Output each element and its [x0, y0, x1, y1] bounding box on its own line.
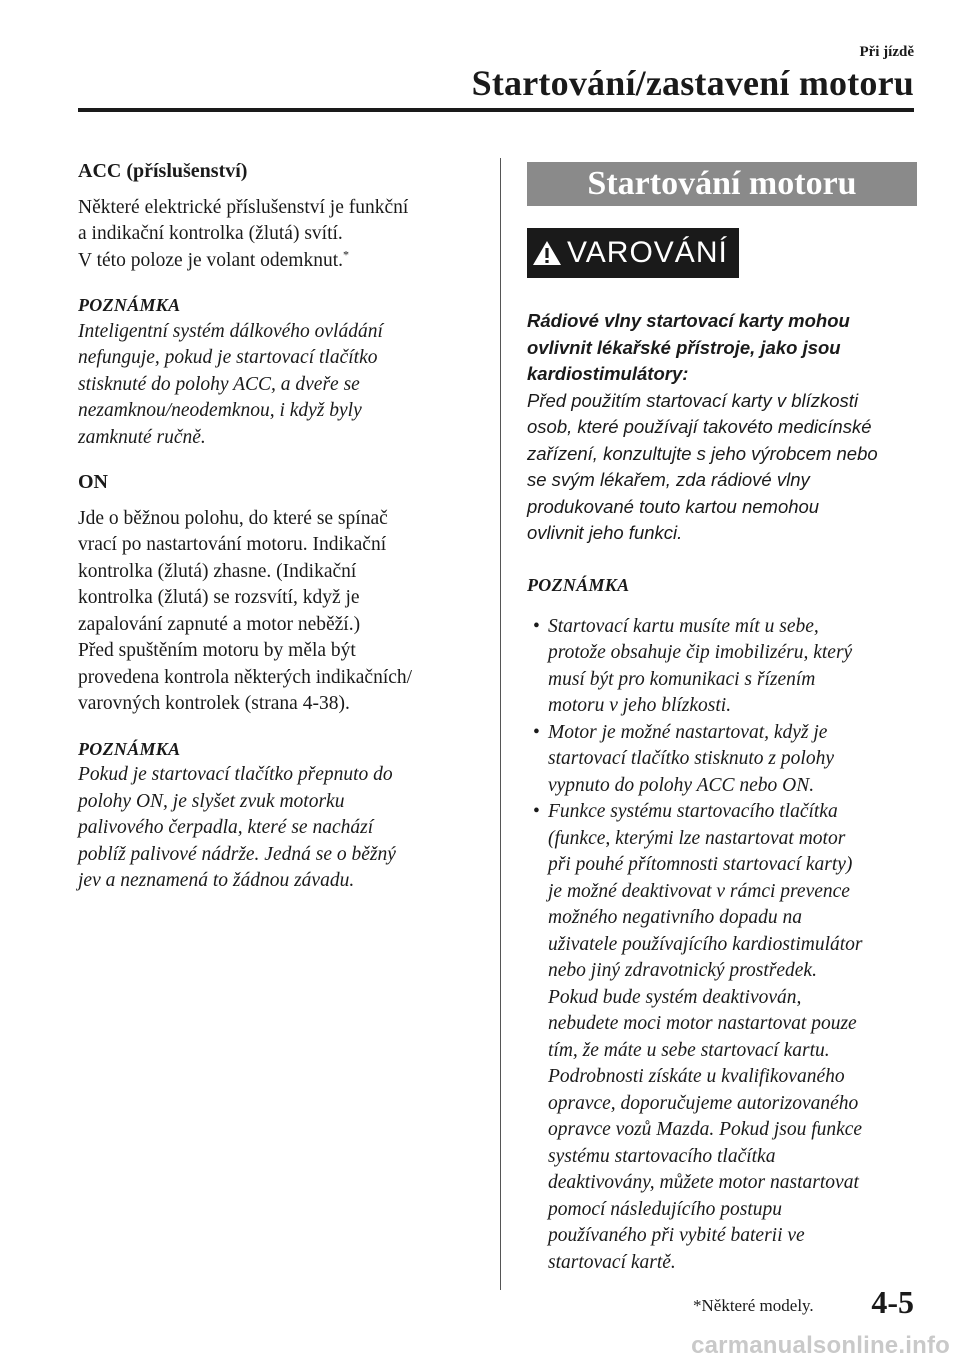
on-line: provedena kontrola některých indikačních/ — [78, 666, 413, 688]
warning-triangle-icon — [527, 228, 567, 278]
warning-box — [527, 228, 739, 278]
on-line: varovných kontrolek (strana 4-38). — [78, 693, 350, 714]
bullet-icon: • — [533, 615, 540, 637]
watermark: carmanualsonline.info — [691, 1332, 950, 1359]
note-line: nezamknou/neodemknou, i když byly — [78, 400, 362, 421]
warning-line: produkované touto kartou nemohou — [527, 495, 820, 517]
warning-line: Před použitím startovací karty v blízkosti — [527, 389, 859, 411]
note-line: Pokud je startovací tlačítko přepnuto do — [78, 764, 393, 785]
note-label: POZNÁMKA — [78, 295, 181, 315]
bullet-line: Podrobnosti získáte u kvalifikovaného — [548, 1066, 845, 1087]
bullet-line: při pouhé přítomnosti startovací karty) — [548, 854, 853, 875]
note-line: Inteligentní systém dálkového ovládání — [78, 320, 383, 342]
right-column — [527, 162, 917, 1276]
note-bullet-list — [527, 614, 917, 1277]
list-item — [527, 614, 917, 720]
bullet-line: je možné deaktivovat v rámci prevence — [548, 880, 850, 902]
bullet-line: musí být pro komunikaci s řízením — [548, 668, 816, 690]
bullet-line: startovací kartě. — [548, 1251, 676, 1273]
warning-line: osob, které používají takovéto medicínské — [527, 416, 872, 437]
list-item — [527, 720, 917, 800]
note-line: polohy ON, je slyšet zvuk motorku — [78, 790, 345, 812]
bullet-line: tím, že máte u sebe startovací kartu. — [548, 1039, 830, 1061]
bullet-line: vypnuto do polohy ACC nebo ON. — [548, 774, 815, 796]
note-line: jev a neznamená to žádnou závadu. — [78, 870, 355, 891]
on-line: kontrolka (žlutá) se rozsvítí, když je — [78, 587, 360, 608]
bullet-line: Pokud bude systém deaktivován, — [548, 986, 802, 1008]
on-line: zapalování zapnuté a motor neběží.) — [78, 613, 361, 635]
warning-line: zařízení, konzultujte s jeho výrobcem nebo — [527, 442, 878, 464]
bullet-line: systému startovacího tlačítka — [548, 1145, 776, 1167]
bullet-icon: • — [533, 801, 540, 822]
note-line: poblíž palivové nádrže. Jedná se o běžný — [78, 843, 396, 865]
acc-heading: ACC (příslušenství) — [78, 160, 248, 182]
on-line: kontrolka (žlutá) zhasne. (Indikační — [78, 560, 357, 582]
bullet-line: pomocí následujícího postupu — [548, 1198, 782, 1220]
warning-line: ovlivnit jeho funkci. — [527, 522, 683, 543]
note-line: zamknuté ručně. — [78, 426, 206, 448]
note-line: nefunguje, pokud je startovací tlačítko — [78, 347, 378, 368]
bullet-line: uživatele používajícího kardiostimulátor — [548, 933, 863, 955]
bullet-line: opravce vozů Mazda. Pokud jsou funkce — [548, 1119, 863, 1140]
left-column — [78, 158, 478, 895]
footnote: *Některé modely. — [693, 1296, 814, 1315]
header-rule — [78, 108, 914, 112]
bullet-line: protože obsahuje čip imobilizéru, který — [548, 642, 853, 663]
bullet-line: Motor je možné nastartovat, když je — [548, 721, 828, 743]
note-line: palivového čerpadla, které se nachází — [78, 817, 374, 838]
bullet-line: Funkce systému startovacího tlačítka — [548, 801, 838, 822]
page-number: 4-5 — [871, 1284, 914, 1320]
column-divider — [500, 158, 501, 1290]
on-line: vrací po nastartování motoru. Indikační — [78, 534, 387, 555]
header-section: Při jízdě — [859, 44, 914, 60]
acc-line: Některé elektrické příslušenství je funkční — [78, 196, 409, 218]
bullet-icon: • — [533, 721, 540, 743]
note-line: stisknuté do polohy ACC, a dveře se — [78, 373, 360, 395]
bullet-line: deaktivovány, můžete motor nastartovat — [548, 1172, 859, 1193]
warning-text — [527, 308, 917, 547]
acc-steering-line — [78, 248, 478, 275]
note-label: POZNÁMKA — [78, 738, 181, 759]
warning-bold-line: Rádiové vlny startovací karty mohou — [527, 310, 850, 331]
bullet-line: nebudete moci motor nastartovat pouze — [548, 1013, 857, 1034]
warning-line: se svým lékařem, zda rádiové vlny — [527, 469, 810, 490]
on-line: Před spuštěním motoru by měla být — [78, 640, 356, 661]
on-line: Jde o běžnou polohu, do které se spínač — [78, 507, 388, 529]
list-item — [527, 799, 917, 1276]
bullet-line: používaného při vybité baterii ve — [548, 1225, 805, 1246]
on-heading: ON — [78, 471, 108, 493]
bullet-line: nebo jiný zdravotnický prostředek. — [548, 960, 817, 981]
bullet-line: startovací tlačítko stisknuto z polohy — [548, 748, 834, 769]
bullet-line: možného negativního dopadu na — [548, 907, 803, 928]
bullet-line: Startovací kartu musíte mít u sebe, — [548, 615, 819, 637]
header-title: Startování/zastavení motoru — [471, 63, 914, 103]
bullet-line: motoru v jeho blízkosti. — [548, 695, 732, 716]
bullet-line: opravce, doporučujeme autorizovaného — [548, 1092, 859, 1114]
acc-line: a indikační kontrolka (žlutá) svítí. — [78, 223, 343, 244]
note-label: POZNÁMKA — [527, 574, 630, 595]
asterisk-mark: * — [343, 247, 350, 261]
acc-steering-text: V této poloze je volant odemknut. — [78, 249, 344, 271]
warning-bold-line: kardiostimulátory: — [527, 363, 689, 384]
warning-bold-line: ovlivnit lékařské přístroje, jako jsou — [527, 336, 841, 358]
section-banner: Startování motoru — [527, 162, 917, 206]
bullet-line: (funkce, kterými lze nastartovat motor — [548, 827, 846, 849]
warning-label: VAROVÁNÍ — [567, 236, 728, 269]
